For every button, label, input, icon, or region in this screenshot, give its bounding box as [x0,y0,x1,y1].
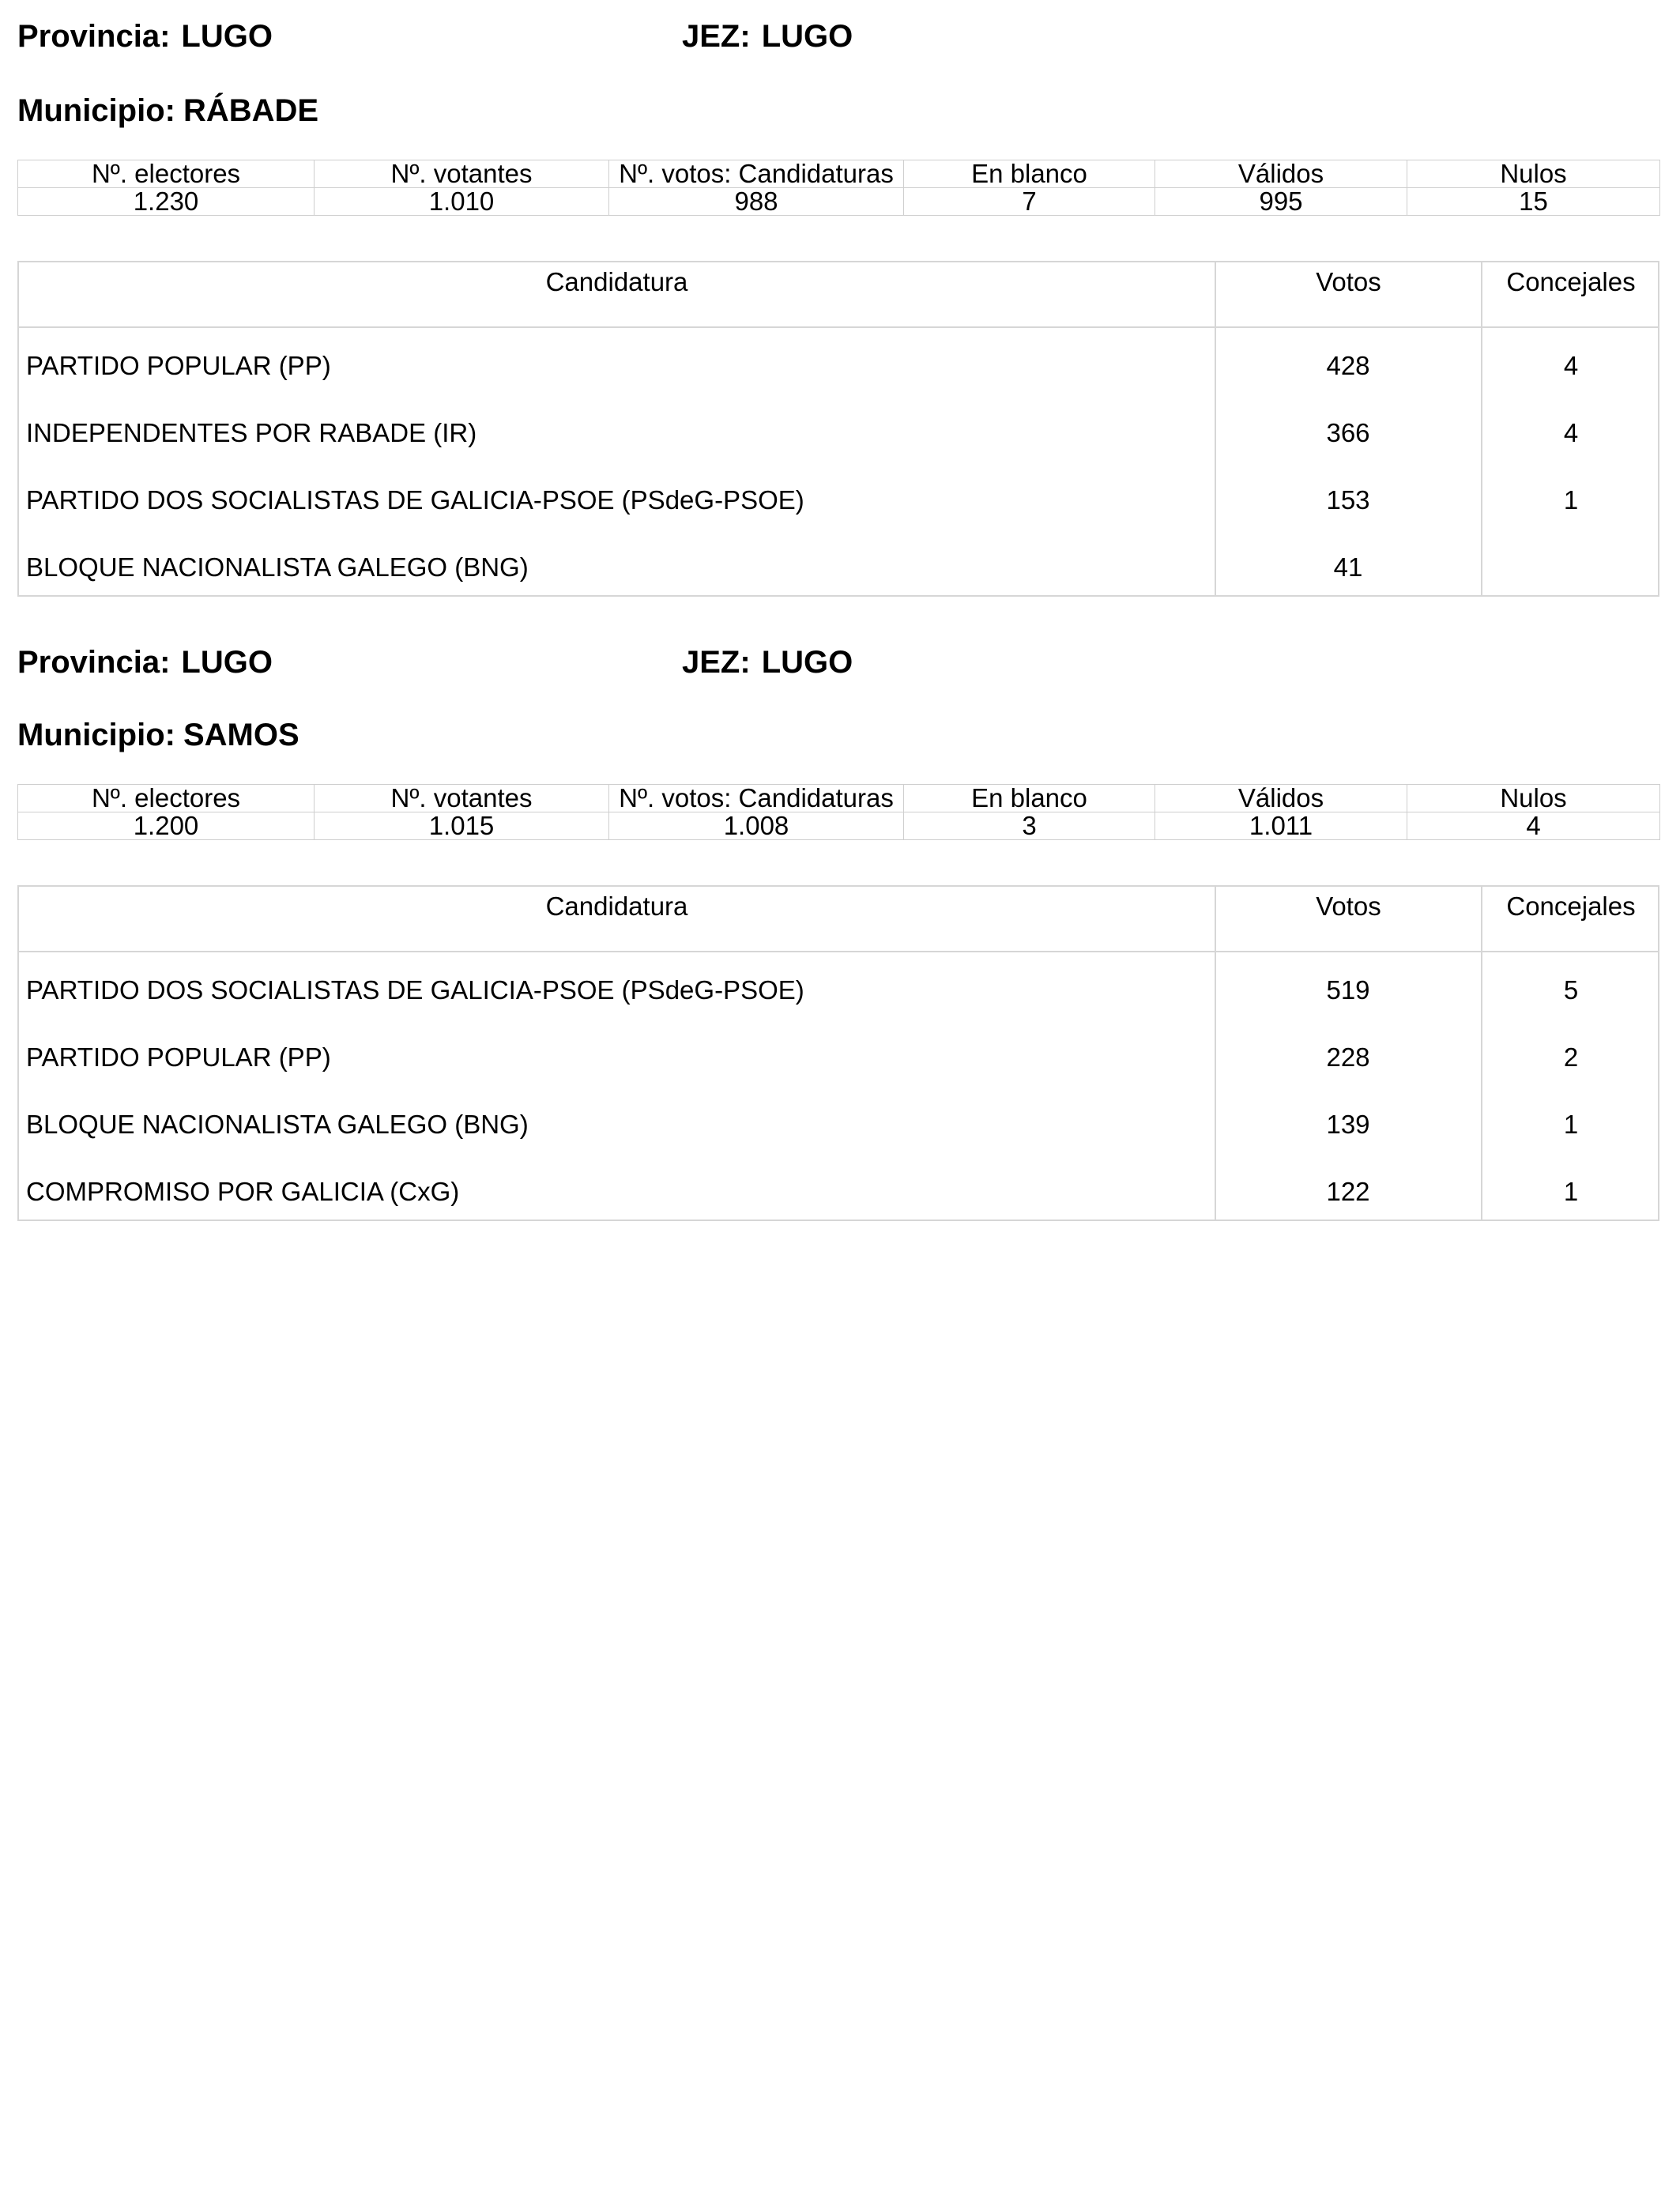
stats-header-nulos: Nulos [1407,160,1660,188]
candidaturas-table [17,885,1659,1221]
jez-label: JEZ: [682,645,751,680]
stats-header-en-blanco: En blanco [904,785,1155,812]
stats-value-nulos: 4 [1407,812,1660,840]
table-row [19,1020,1658,1087]
candidatura-votos: 153 [1326,485,1370,515]
header-concejales: Concejales [1506,892,1636,921]
stats-header-electores: Nº. electores [18,160,315,188]
candidatura-votos: 139 [1326,1110,1370,1139]
jez-heading [682,21,853,52]
stats-value-electores: 1.200 [18,812,315,840]
jez-label: JEZ: [682,19,751,54]
candidatura-concejales: 4 [1563,418,1579,447]
candidatura-votos: 428 [1326,351,1370,380]
jez-heading [682,647,853,678]
stats-header-nulos: Nulos [1407,785,1660,812]
stats-value-row [18,188,1660,216]
table-row [19,1154,1658,1221]
header-concejales: Concejales [1506,267,1636,296]
candidaturas-table [17,261,1659,597]
municipio-heading [17,95,318,126]
candidatura-votos: 519 [1326,975,1370,1005]
candidatura-name: BLOQUE NACIONALISTA GALEGO (BNG) [26,1110,529,1139]
candidatura-concejales: 2 [1563,1042,1579,1072]
municipio-value: SAMOS [183,718,299,752]
stats-header-votos-candidaturas: Nº. votos: Candidaturas [609,160,904,188]
candidaturas-header [19,887,1658,952]
candidatura-concejales: 1 [1563,1177,1579,1206]
candidatura-concejales: 1 [1563,485,1579,515]
stats-header-votos-candidaturas: Nº. votos: Candidaturas [609,785,904,812]
provincia-label: Provincia: [17,645,171,680]
stats-value-votantes: 1.015 [315,812,609,840]
stats-value-electores: 1.230 [18,188,315,216]
candidatura-name: PARTIDO POPULAR (PP) [26,1042,331,1072]
stats-header-votantes: Nº. votantes [315,160,609,188]
jez-value: LUGO [761,19,853,54]
provincia-label: Provincia: [17,19,171,54]
table-row [19,530,1658,597]
stats-value-votantes: 1.010 [315,188,609,216]
header-candidatura: Candidatura [545,892,688,921]
provincia-value: LUGO [181,645,273,680]
table-row [19,395,1658,462]
municipio-heading [17,719,299,751]
candidatura-votos: 228 [1326,1042,1370,1072]
header-votos: Votos [1316,267,1381,296]
candidatura-votos: 122 [1326,1177,1370,1206]
municipio-label: Municipio: [17,93,175,128]
candidatura-concejales: 1 [1563,1110,1579,1139]
stats-value-validos: 1.011 [1155,812,1407,840]
table-row [19,462,1658,530]
stats-value-votos-candidaturas: 988 [609,188,904,216]
stats-header-electores: Nº. electores [18,785,315,812]
candidatura-name: PARTIDO DOS SOCIALISTAS DE GALICIA-PSOE (PSdeG-PSOE) [26,975,804,1005]
stats-value-en-blanco: 3 [904,812,1155,840]
header-candidatura: Candidatura [545,267,688,296]
candidatura-name: COMPROMISO POR GALICIA (CxG) [26,1177,460,1206]
table-row [19,1087,1658,1154]
candidatura-name: PARTIDO POPULAR (PP) [26,351,331,380]
candidatura-name: INDEPENDENTES POR RABADE (IR) [26,418,477,447]
table-row [19,328,1658,395]
stats-header-validos: Válidos [1155,160,1407,188]
candidatura-name: PARTIDO DOS SOCIALISTAS DE GALICIA-PSOE (PSdeG-PSOE) [26,485,804,515]
stats-table [17,160,1660,216]
provincia-heading [17,647,273,678]
candidatura-concejales: 4 [1563,351,1579,380]
provincia-value: LUGO [181,19,273,54]
stats-header-votantes: Nº. votantes [315,785,609,812]
stats-value-validos: 995 [1155,188,1407,216]
stats-table [17,784,1660,840]
jez-value: LUGO [761,645,853,680]
header-votos: Votos [1316,892,1381,921]
stats-header-validos: Válidos [1155,785,1407,812]
candidatura-votos: 366 [1326,418,1370,447]
stats-header-row [18,160,1660,188]
municipio-value: RÁBADE [183,93,319,128]
provincia-heading [17,21,273,52]
stats-value-en-blanco: 7 [904,188,1155,216]
municipio-label: Municipio: [17,718,175,752]
stats-value-row [18,812,1660,840]
candidatura-concejales: 5 [1563,975,1579,1005]
candidatura-name: BLOQUE NACIONALISTA GALEGO (BNG) [26,552,529,582]
stats-header-en-blanco: En blanco [904,160,1155,188]
candidaturas-header [19,262,1658,328]
stats-header-row [18,785,1660,812]
stats-value-nulos: 15 [1407,188,1660,216]
table-row [19,952,1658,1020]
stats-value-votos-candidaturas: 1.008 [609,812,904,840]
candidatura-votos: 41 [1333,552,1363,582]
